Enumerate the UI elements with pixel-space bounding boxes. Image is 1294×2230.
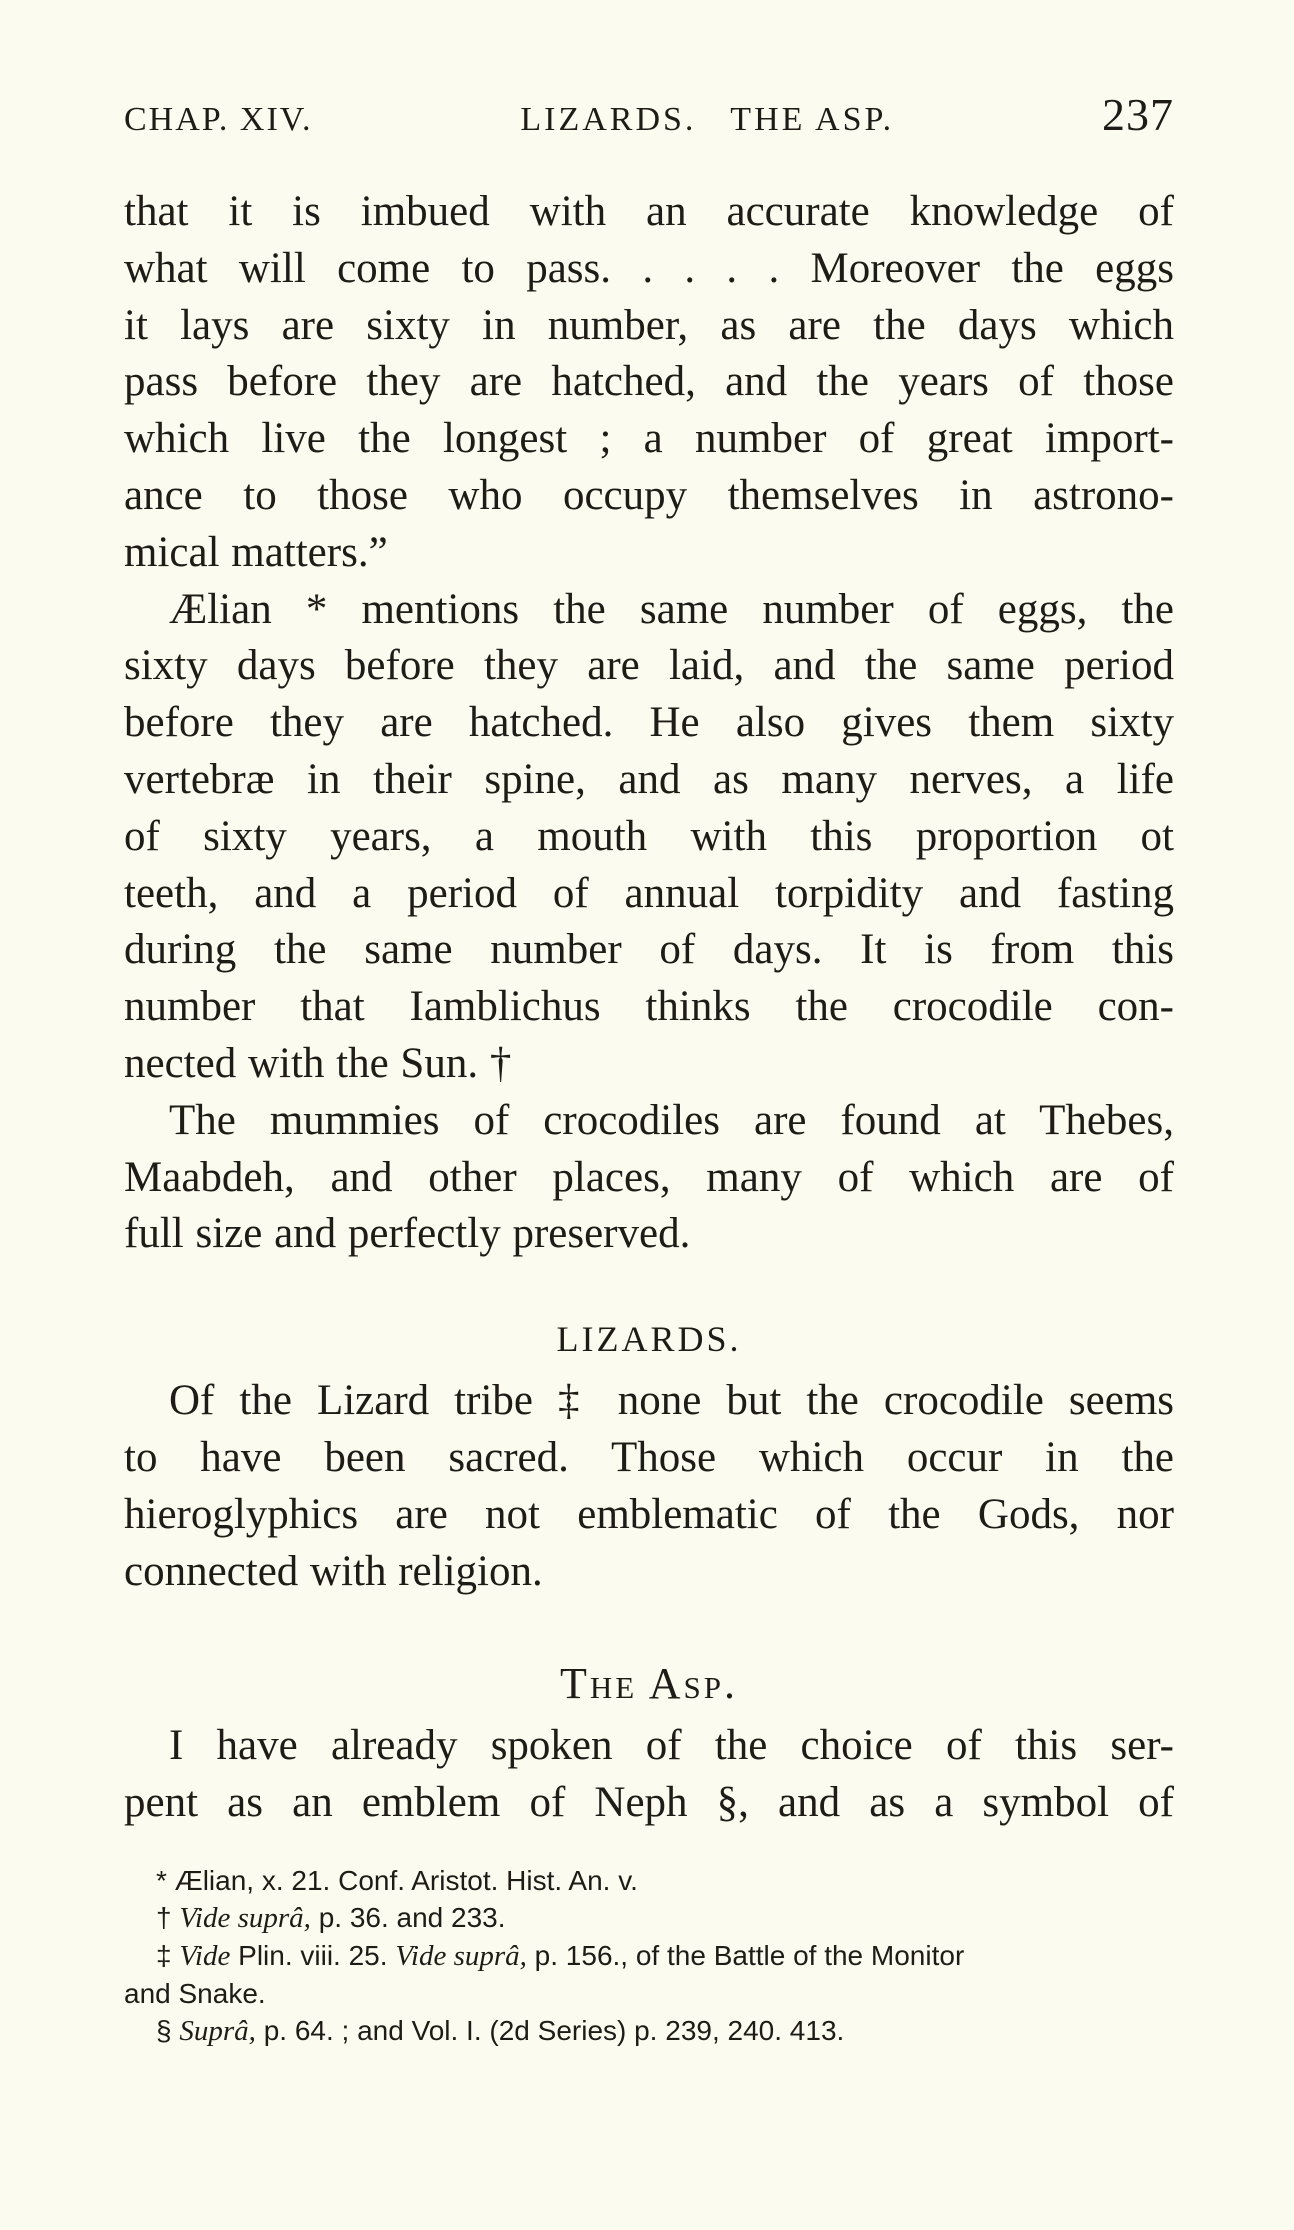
footnote-italic: Vide suprâ, [395,1939,527,1972]
chapter-label: CHAP. XIV. [124,101,313,138]
text-line: Maabdeh, and other places, many of which are of [124,1153,1174,1201]
paragraph-crocodile-eggs [124,184,1174,582]
text-line: nected with the Sun. † [124,1039,512,1087]
text-line: connected with religion. [124,1547,543,1595]
text-line: to have been sacred. Those which occur in the [124,1433,1174,1481]
footnote-mark: * [156,1864,167,1896]
text-line: hieroglyphics are not emblematic of the Gods, nor [124,1490,1174,1538]
running-title: LIZARDS. THE ASP. [520,101,895,138]
footnote-text: p. 156., of the Battle of the Monitor [534,1939,965,1971]
text-line: during the same number of days. It is from this [124,926,1174,974]
text-line: Ælian * mentions the same number of eggs, the [169,585,1174,633]
text-line: The mummies of crocodiles are found at Thebes, [169,1096,1174,1144]
footnote-text: Plin. viii. 25. [238,1939,388,1971]
footnote-4 [124,2012,1174,2050]
text-line: pent as an emblem of Neph §, and as a symbol of [124,1779,1174,1827]
text-line: full size and perfectly preserved. [124,1210,691,1258]
footnote-mark: § [156,2014,172,2046]
text-line: number that Iamblichus thinks the crocodile con- [124,983,1174,1031]
text-line: I have already spoken of the choice of this ser- [169,1722,1174,1770]
footnote-3 [124,1937,1174,1975]
text-line: that it is imbued with an accurate knowledge of [124,188,1174,235]
footnote-italic: Vide suprâ, [179,1901,311,1934]
book-page [124,88,1174,2148]
section-title-asp: The Asp. [559,1659,739,1709]
footnote-text: Ælian, x. 21. Conf. Aristot. Hist. An. v. [174,1864,638,1896]
footnotes [124,1862,1174,2050]
paragraph-mummies [124,1093,1174,1263]
footnote-3-continuation: and Snake. [124,1977,266,2009]
text-line: which live the longest ; a number of great import- [124,415,1174,463]
text-line: mical matters.” [124,528,388,576]
text-line: pass before they are hatched, and the years of those [124,358,1174,406]
text-line: ance to those who occupy themselves in astrono- [124,471,1174,519]
text-line: vertebræ in their spine, and as many nerves, a life [124,755,1174,803]
text-line: what will come to pass. . . . . Moreover the eggs [124,244,1174,292]
running-header [124,88,1174,148]
footnote-italic: Vide [179,1939,231,1972]
footnote-2 [124,1899,1174,1937]
text-line: before they are hatched. He also gives them sixty [124,699,1174,747]
paragraph-asp [124,1718,1174,1832]
paragraph-aelian [124,582,1174,1093]
footnote-text: p. 36. and 233. [318,1901,506,1933]
text-line: of sixty years, a mouth with this proportion ot [124,812,1174,860]
text-line: Of the Lizard tribe ‡ none but the crocodile seems [169,1377,1174,1425]
text-line: teeth, and a period of annual torpidity and fasting [124,869,1174,917]
section-title-lizards: LIZARDS. [556,1319,742,1360]
text-line: it lays are sixty in number, as are the days which [124,301,1174,349]
paragraph-lizards [124,1373,1174,1600]
footnote-mark: ‡ [156,1939,172,1971]
footnote-italic: Suprâ, [179,2014,256,2047]
page-number: 237 [1102,89,1174,140]
footnote-text: p. 64. ; and Vol. I. (2d Series) p. 239, 240. 413. [263,2014,845,2046]
footnote-1 [124,1862,1174,1899]
footnote-mark: † [156,1901,172,1933]
text-line: sixty days before they are laid, and the same period [124,642,1174,690]
